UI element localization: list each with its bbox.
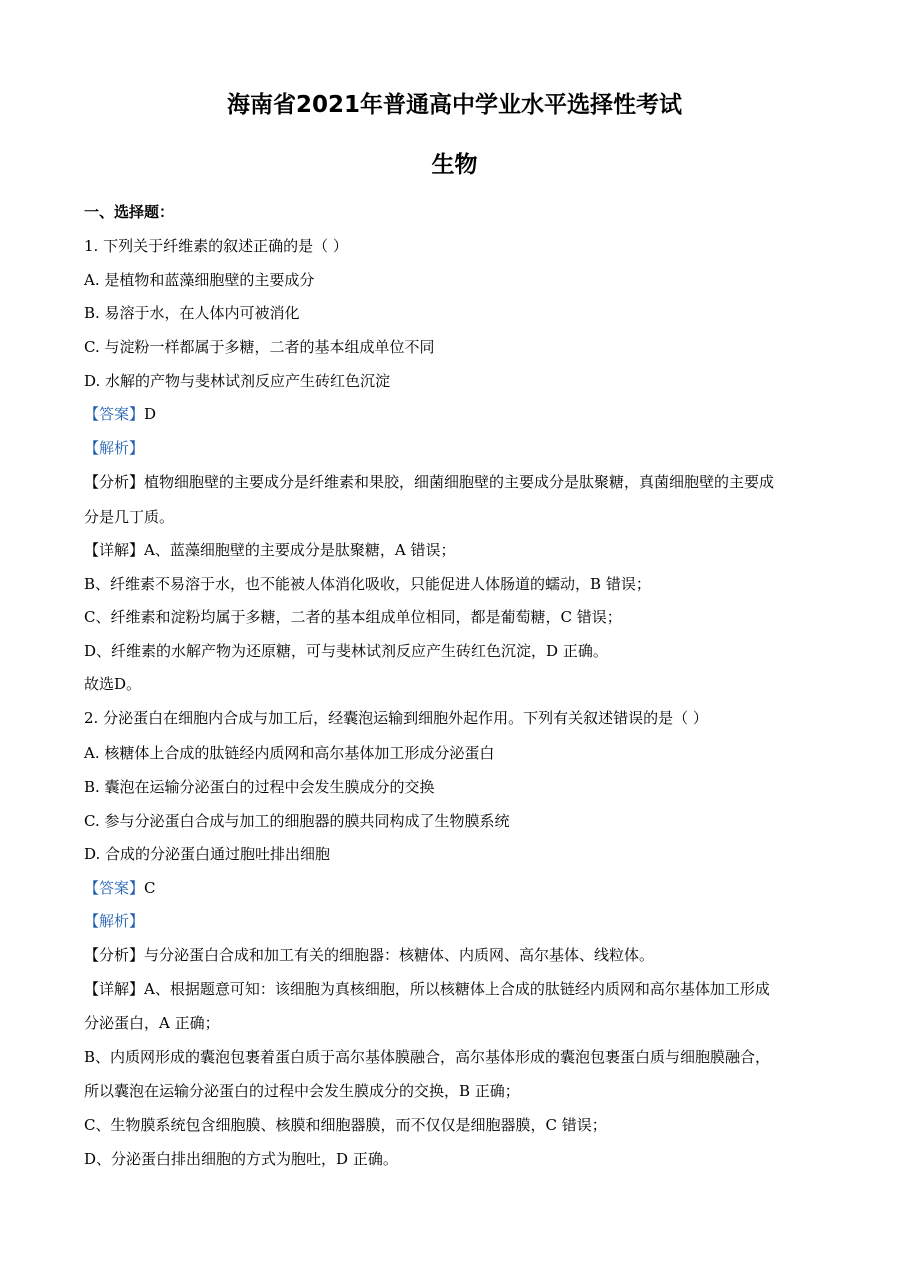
answer-value: D xyxy=(144,405,157,423)
q1-fenxi-line-1 xyxy=(84,472,774,492)
q2-option-c: C. 参与分泌蛋白合成与加工的细胞器的膜共同构成了生物膜系统 xyxy=(84,812,510,830)
q2-option-b: B. 囊泡在运输分泌蛋白的过程中会发生膜成分的交换 xyxy=(84,778,435,796)
q2-stem: 2. 分泌蛋白在细胞内合成与加工后，经囊泡运输到细胞外起作用。下列有关叙述错误的是（ ） xyxy=(84,709,708,727)
q1-detail-c: C、纤维素和淀粉均属于多糖，二者的基本组成单位相同，都是葡萄糖，C 错误； xyxy=(84,608,622,626)
xiangjie-tag: 【详解】 xyxy=(84,980,145,998)
answer-tag: 【答案】 xyxy=(84,405,145,423)
q2-answer-line xyxy=(84,878,156,898)
q1-fenxi-line-2: 分是几丁质。 xyxy=(84,508,175,526)
q2-detail-d: D、分泌蛋白排出细胞的方式为胞吐，D 正确。 xyxy=(84,1150,398,1168)
q1-xiangjie-line-1 xyxy=(84,540,455,560)
q2-detail-c: C、生物膜系统包含细胞膜、核膜和细胞器膜，而不仅仅是细胞器膜，C 错误； xyxy=(84,1116,607,1134)
analysis-tag: 【解析】 xyxy=(84,439,145,457)
fenxi-text: 植物细胞壁的主要成分是纤维素和果胶，细菌细胞壁的主要成分是肽聚糖，真菌细胞壁的主要成 xyxy=(144,473,775,491)
exam-title: 海南省2021年普通高中学业水平选择性考试 xyxy=(226,92,682,118)
fenxi-text: 与分泌蛋白合成和加工有关的细胞器：核糖体、内质网、高尔基体、线粒体。 xyxy=(144,946,655,964)
q2-detail-b-1: B、内质网形成的囊泡包裹着蛋白质于高尔基体膜融合，高尔基体形成的囊泡包裹蛋白质与细胞膜融合， xyxy=(84,1048,771,1066)
q1-detail-b: B、纤维素不易溶于水，也不能被人体消化吸收，只能促进人体肠道的蠕动，B 错误； xyxy=(84,575,651,593)
q2-fenxi-line-1 xyxy=(84,945,654,965)
q2-detail-b-2: 所以囊泡在运输分泌蛋白的过程中会发生膜成分的交换，B 正确； xyxy=(84,1082,520,1100)
answer-value: C xyxy=(144,879,156,897)
q1-option-b: B. 易溶于水，在人体内可被消化 xyxy=(84,304,300,322)
q1-option-c: C. 与淀粉一样都属于多糖，二者的基本组成单位不同 xyxy=(84,338,435,356)
fenxi-tag: 【分析】 xyxy=(84,946,145,964)
q1-detail-d: D、纤维素的水解产物为还原糖，可与斐林试剂反应产生砖红色沉淀，D 正确。 xyxy=(84,642,608,660)
subject-title: 生物 xyxy=(431,152,478,178)
fenxi-tag: 【分析】 xyxy=(84,473,145,491)
q1-conclusion: 故选D。 xyxy=(84,675,142,693)
xiangjie-text: A、蓝藻细胞壁的主要成分是肽聚糖，A 错误； xyxy=(144,541,456,559)
analysis-tag: 【解析】 xyxy=(84,912,145,930)
section-heading: 一、选择题： xyxy=(84,203,175,221)
xiangjie-tag: 【详解】 xyxy=(84,541,145,559)
q2-xiangjie-line-1 xyxy=(84,979,770,999)
q2-option-d: D. 合成的分泌蛋白通过胞吐排出细胞 xyxy=(84,845,331,863)
q1-option-a: A. 是植物和蓝藻细胞壁的主要成分 xyxy=(84,271,315,289)
q2-option-a: A. 核糖体上合成的肽链经内质网和高尔基体加工形成分泌蛋白 xyxy=(84,744,495,762)
q1-answer-line xyxy=(84,404,156,424)
q1-option-d: D. 水解的产物与斐林试剂反应产生砖红色沉淀 xyxy=(84,372,391,390)
q1-stem: 1. 下列关于纤维素的叙述正确的是（ ） xyxy=(84,237,348,255)
answer-tag: 【答案】 xyxy=(84,879,145,897)
xiangjie-text: A、根据题意可知：该细胞为真核细胞，所以核糖体上合成的肽链经内质网和高尔基体加工形成 xyxy=(144,980,770,998)
q2-xiangjie-line-2: 分泌蛋白，A 正确； xyxy=(84,1014,220,1032)
